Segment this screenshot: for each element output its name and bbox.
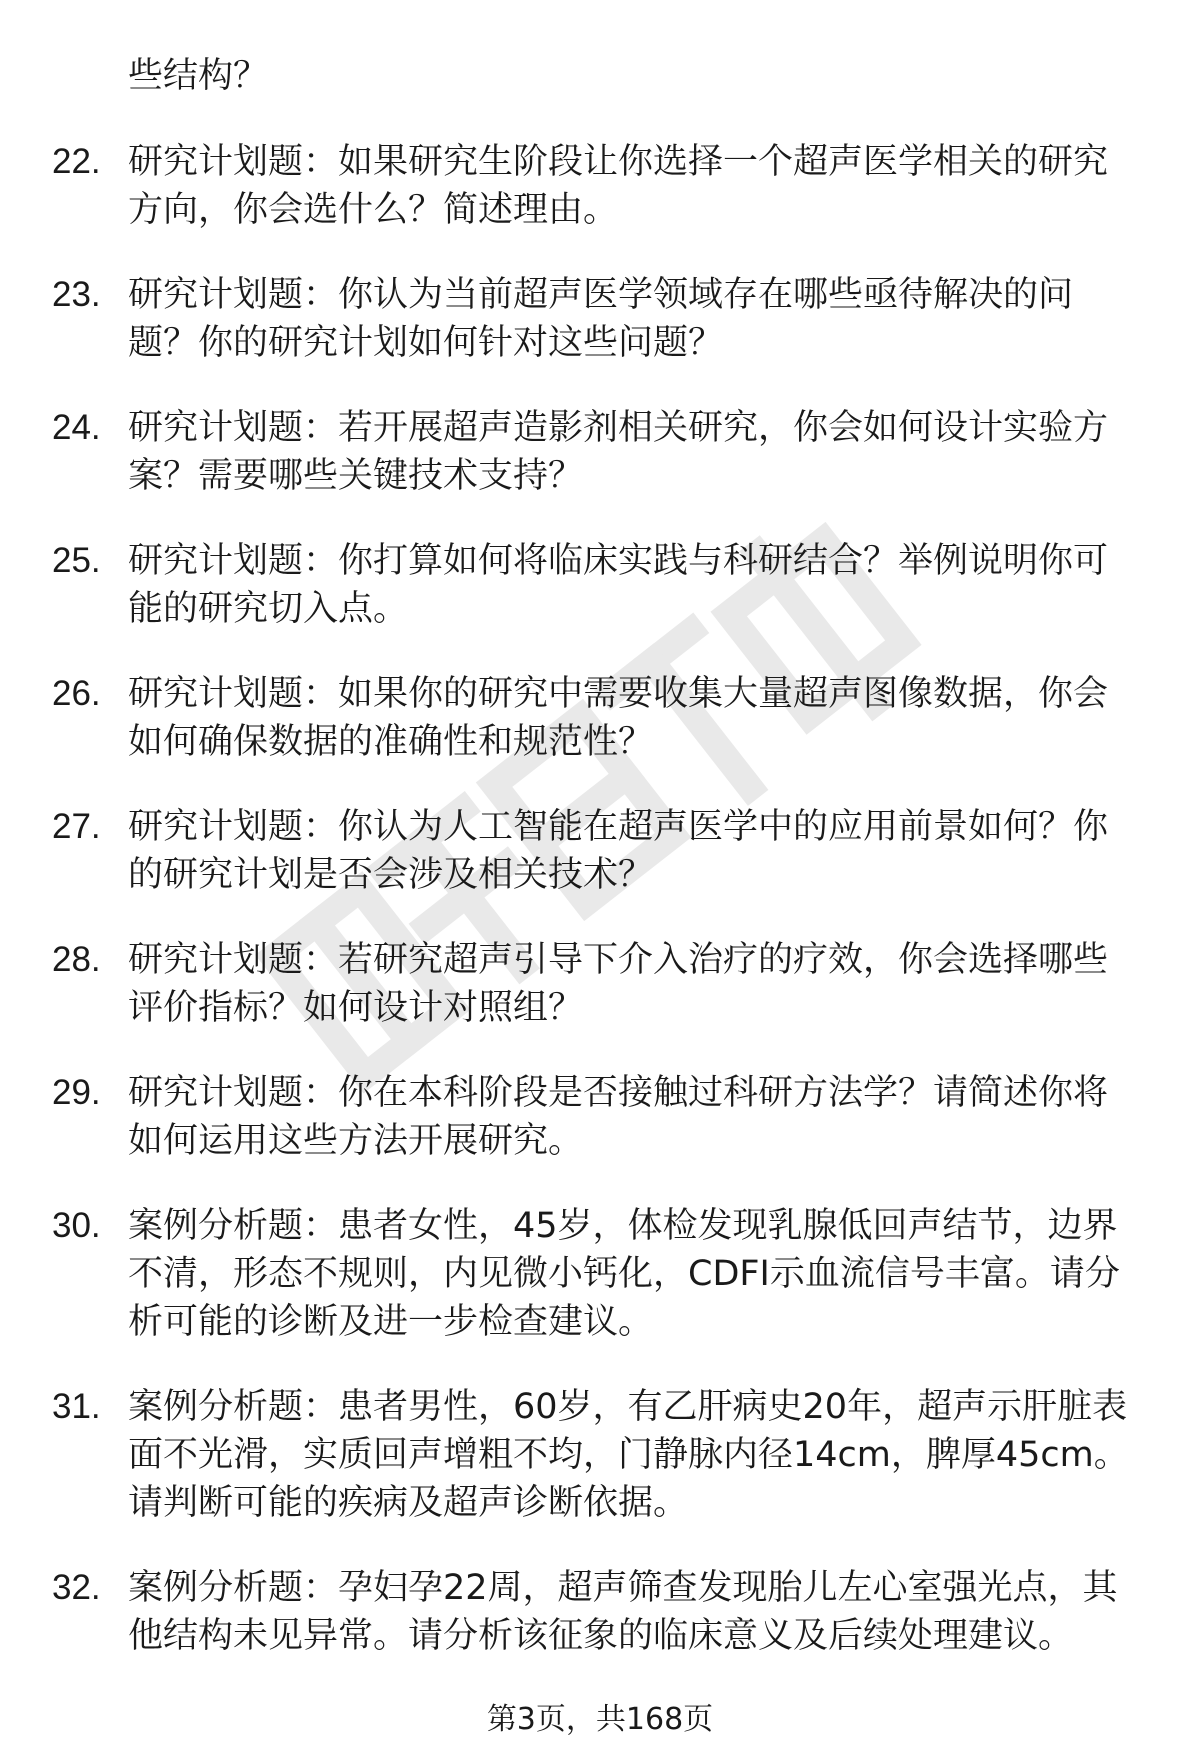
question-item [0,803,1200,899]
question-text: 研究计划题：你认为当前超声医学领域存在哪些亟待解决的问题？你的研究计划如何针对这些问题？ [128,275,1074,363]
question-number: 30. [52,1206,101,1245]
question-text: 研究计划题：你打算如何将临床实践与科研结合？举例说明你可能的研究切入点。 [128,541,1109,629]
question-number: 31. [52,1387,101,1426]
question-text: 案例分析题：孕妇孕22周，超声筛查发现胎儿左心室强光点，其他结构未见异常。请分析该征象的临床意义及后续处理建议。 [128,1568,1118,1656]
question-list [0,138,1200,1697]
page-footer: 第3页，共168页 [486,1702,714,1737]
question-number: 24. [52,408,101,447]
question-number: 32. [52,1568,101,1607]
question-item [0,1202,1200,1346]
question-item [0,537,1200,633]
question-item [0,670,1200,766]
question-text: 研究计划题：你认为人工智能在超声医学中的应用前景如何？你的研究计划是否会涉及相关技术？ [128,807,1109,895]
question-item [0,1069,1200,1165]
question-number: 28. [52,940,101,979]
question-text: 研究计划题：如果研究生阶段让你选择一个超声医学相关的研究方向，你会选什么？简述理由。 [128,142,1109,230]
question-text: 研究计划题：你在本科阶段是否接触过科研方法学？请简述你将如何运用这些方法开展研究。 [128,1073,1109,1161]
question-number: 27. [52,807,101,846]
question-item [0,404,1200,500]
question-item [0,1564,1200,1660]
question-text: 研究计划题：若开展超声造影剂相关研究，你会如何设计实验方案？需要哪些关键技术支持？ [128,408,1109,496]
question-text: 研究计划题：如果你的研究中需要收集大量超声图像数据，你会如何确保数据的准确性和规范性？ [128,674,1109,762]
question-number: 26. [52,674,101,713]
question-number: 25. [52,541,101,580]
question-item [0,1383,1200,1527]
question-text: 研究计划题：若研究超声引导下介入治疗的疗效，你会选择哪些评价指标？如何设计对照组？ [128,940,1109,1028]
question-number: 29. [52,1073,101,1112]
question-item [0,138,1200,234]
question-number: 23. [52,275,101,314]
question-text: 案例分析题：患者男性，60岁，有乙肝病史20年，超声示肝脏表面不光滑，实质回声增粗不均，门静脉内径14cm，脾厚45cm。请判断可能的疾病及超声诊断依据。 [128,1387,1129,1523]
question-item [0,936,1200,1032]
continuation-text: 些结构？ [128,56,269,96]
question-item [0,271,1200,367]
question-number: 22. [52,142,101,181]
question-text: 案例分析题：患者女性，45岁，体检发现乳腺低回声结节，边界不清，形态不规则，内见微小钙化，CDFI示血流信号丰富。请分析可能的诊断及进一步检查建议。 [128,1206,1120,1342]
